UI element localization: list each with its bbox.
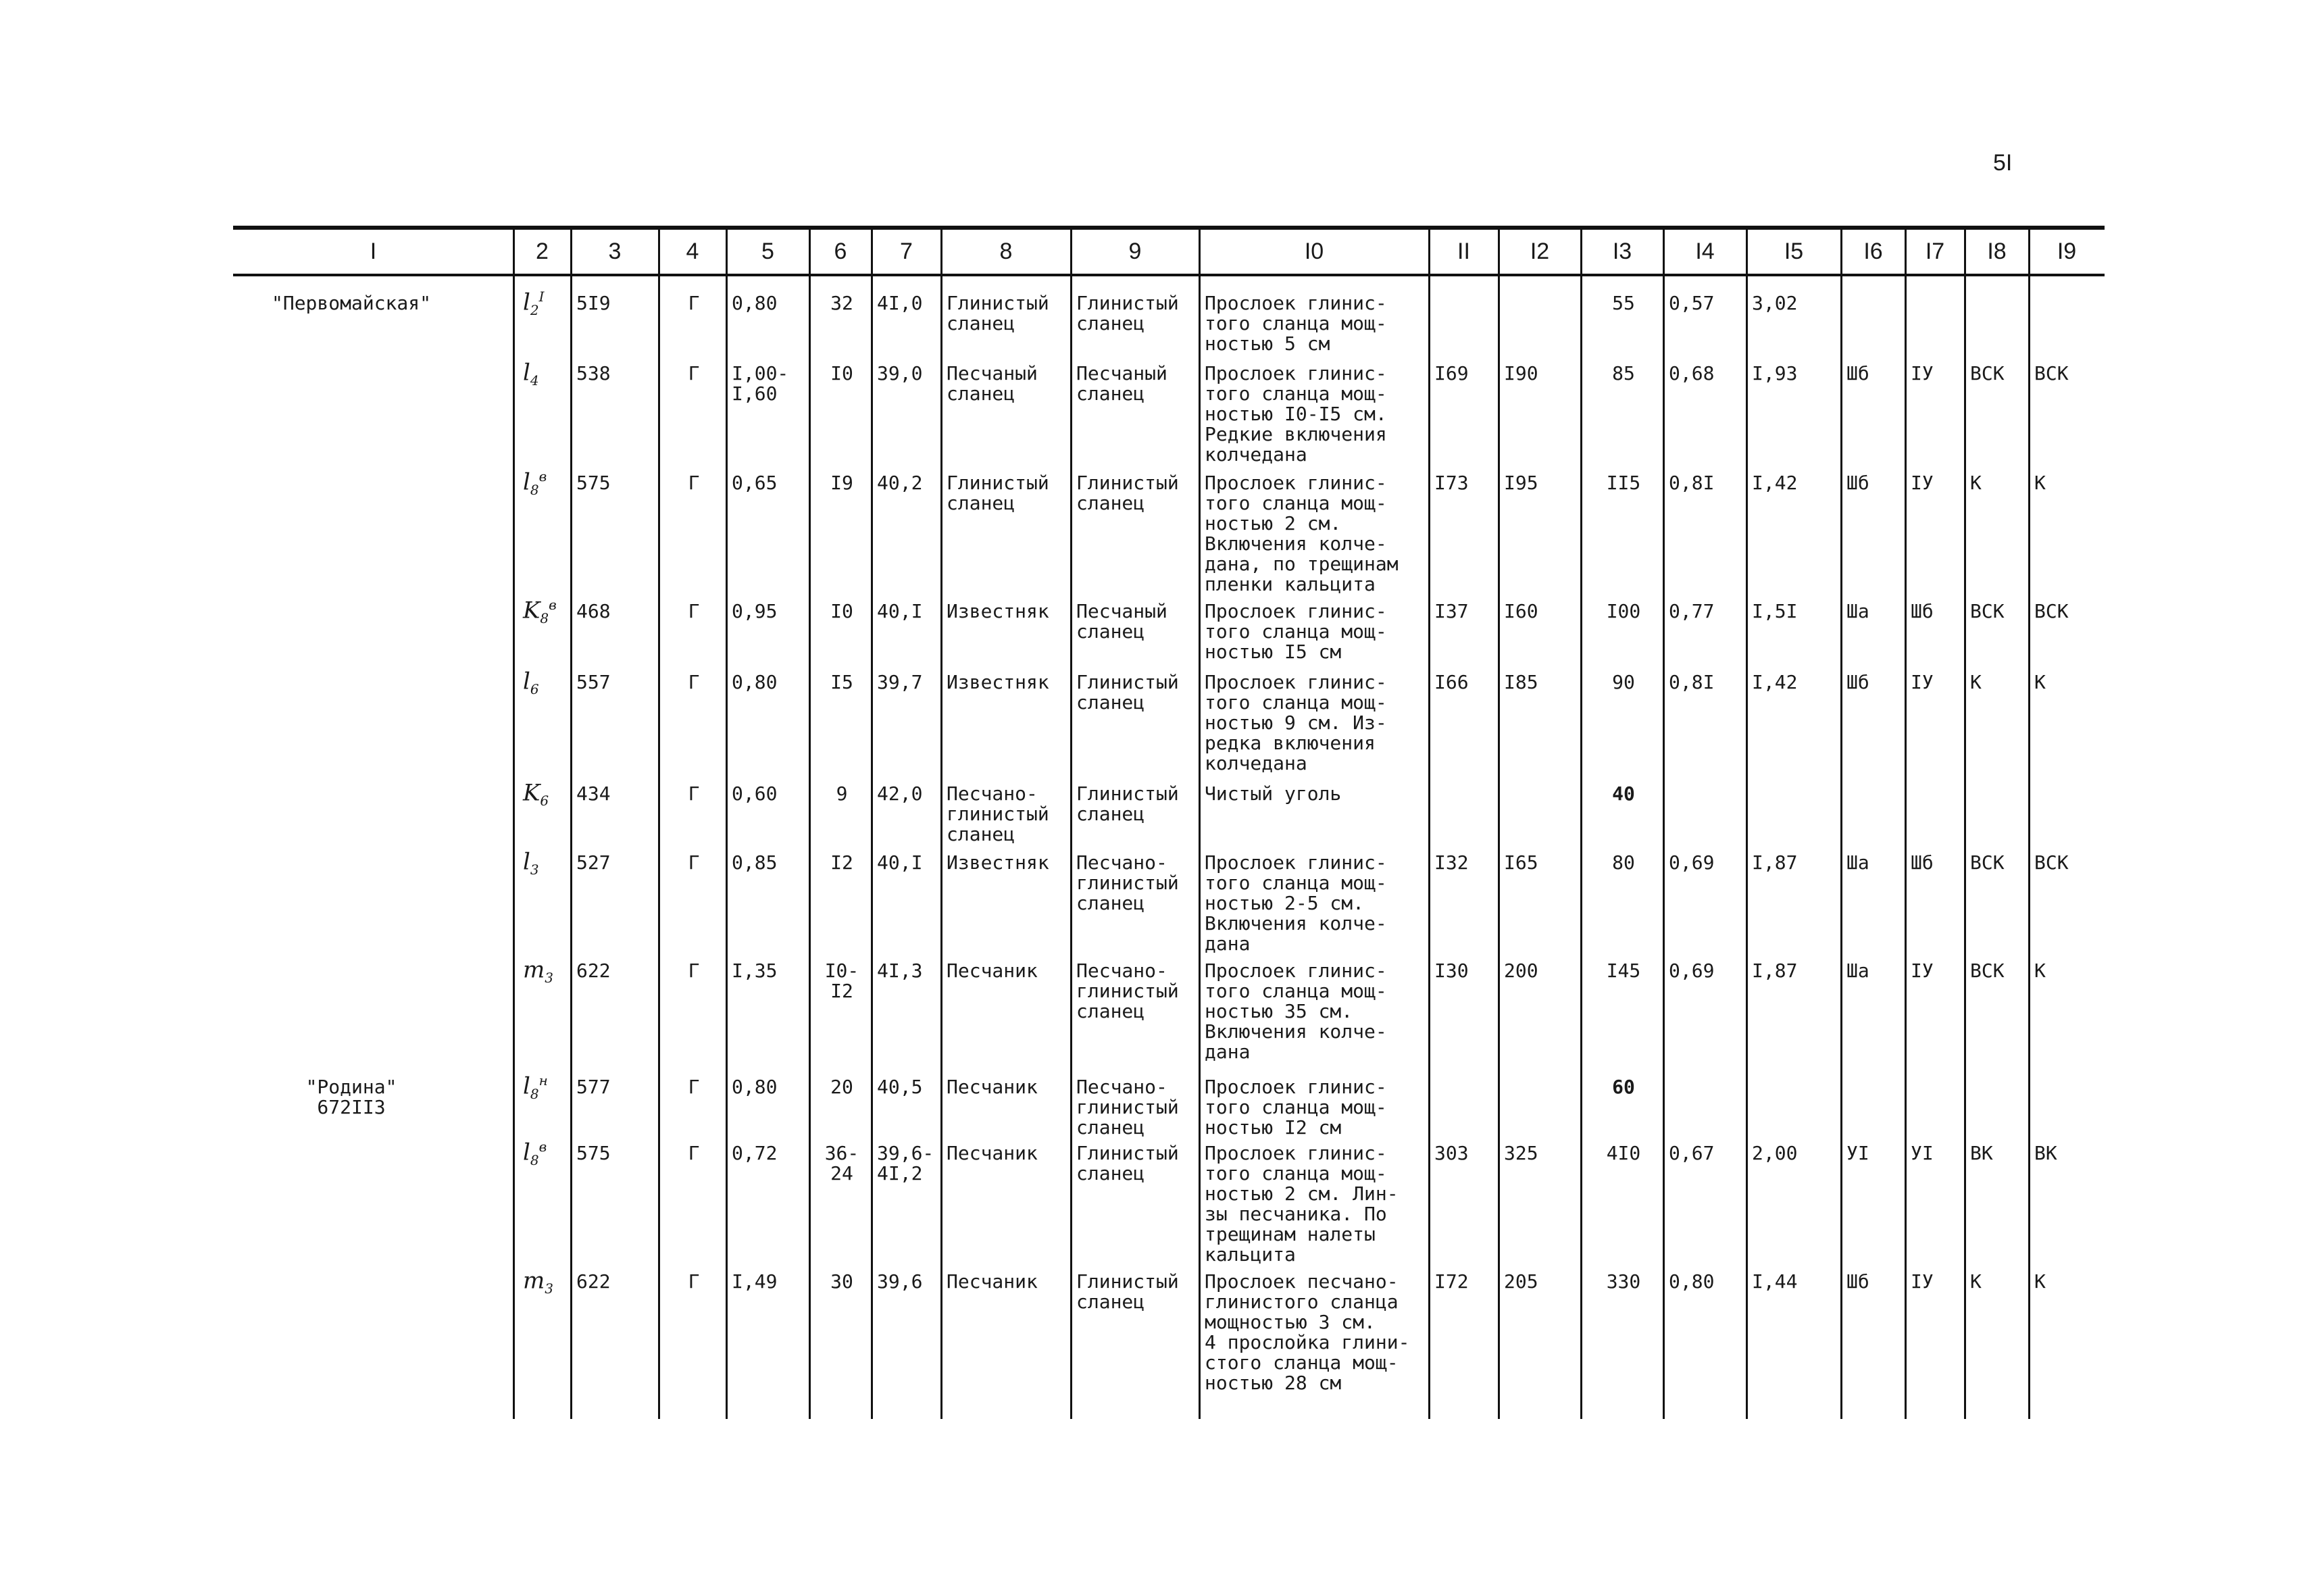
table-cell-col9: Песчано- глинистый сланец	[1076, 959, 1179, 1022]
column-header: 8	[999, 239, 1013, 264]
column-header: I9	[2057, 239, 2077, 264]
seam-letter: K	[523, 779, 540, 807]
table-cell-col10: Чистый уголь	[1205, 782, 1342, 805]
table-cell-col13: 40	[1612, 782, 1635, 805]
column-header: I6	[1863, 239, 1883, 264]
table-cell-col12: I95	[1504, 472, 1538, 494]
seam-subscript: 3	[530, 862, 539, 878]
table-cell-col19: К	[2034, 959, 2046, 982]
column-rule	[658, 226, 660, 1419]
seam-letter: m	[523, 1267, 545, 1295]
table-cell-col19: ВСК	[2034, 851, 2069, 874]
table-cell-col4: Г	[688, 600, 700, 622]
table-cell-col18: ВК	[1970, 1142, 1993, 1164]
column-header: 3	[608, 239, 622, 264]
column-header: I5	[1784, 239, 1804, 264]
table-cell-col13: 330	[1606, 1270, 1641, 1293]
seam-subscript: 6	[540, 793, 549, 809]
table-cell-col7: 39,6- 4I,2	[877, 1142, 934, 1184]
table-cell-col6: 20	[830, 1076, 853, 1098]
table-cell-col17: IУ	[1911, 1270, 1934, 1293]
table-cell-col11: I30	[1434, 959, 1469, 982]
table-cell-col3: 468	[576, 600, 611, 622]
table-cell-col8: Песчаник	[947, 1270, 1038, 1293]
table-cell-col4: Г	[688, 671, 700, 693]
table-cell-col4: Г	[688, 292, 700, 314]
column-rule	[809, 226, 811, 1419]
column-header: I0	[1304, 239, 1324, 264]
table-cell-col12: 200	[1504, 959, 1538, 982]
table-cell-col13: 4I0	[1606, 1142, 1641, 1164]
table-cell-col6: I9	[830, 472, 853, 494]
table-cell-col3: 575	[576, 1142, 611, 1164]
seam-letter: l	[523, 468, 530, 496]
column-rule	[513, 226, 515, 1419]
table-cell-col5: I,00- I,60	[732, 362, 789, 405]
table-cell-col5: 0,85	[732, 851, 778, 874]
seam-index	[523, 1137, 547, 1170]
seam-subscript: 8	[530, 1086, 539, 1103]
seam-superscript: в	[549, 597, 557, 613]
seam-letter: l	[523, 848, 530, 876]
table-cell-col7: 39,0	[877, 362, 923, 384]
mine-name: "Родина" 672II3	[305, 1076, 397, 1118]
table-cell-col6: 32	[830, 292, 853, 314]
column-rule	[1746, 226, 1748, 1419]
table-cell-col14: 0,68	[1669, 362, 1715, 384]
table-cell-col16: Шб	[1846, 671, 1869, 693]
table-cell-col11: I72	[1434, 1270, 1469, 1293]
table-cell-col3: 538	[576, 362, 611, 384]
seam-subscript: 3	[545, 1280, 553, 1297]
table-cell-col18: ВСК	[1970, 362, 2005, 384]
table-cell-col5: 0,60	[732, 782, 778, 805]
column-rule	[1199, 226, 1201, 1419]
seam-subscript: 3	[545, 970, 553, 987]
column-header: 7	[900, 239, 913, 264]
table-cell-col10: Прослоек глинис- того сланца мощ- ностью 2 см. Включения колче- дана, по трещинам пленки кальцита	[1205, 472, 1399, 595]
table-cell-col17: IУ	[1911, 671, 1934, 693]
table-cell-col4: Г	[688, 1076, 700, 1098]
table-cell-col15: I,87	[1752, 851, 1798, 874]
seam-letter: K	[523, 597, 540, 624]
table-cell-col13: II5	[1606, 472, 1641, 494]
seam-index	[523, 466, 547, 500]
seam-letter: l	[523, 1072, 530, 1100]
table-cell-col14: 0,8I	[1669, 671, 1715, 693]
table-cell-col15: 3,02	[1752, 292, 1798, 314]
table-cell-col10: Прослоек глинис- того сланца мощ- ностью 35 см. Включения колче- дана	[1205, 959, 1387, 1063]
table-cell-col18: ВСК	[1970, 959, 2005, 982]
table-cell-col9: Глинистый сланец	[1076, 472, 1179, 514]
column-header: I2	[1530, 239, 1550, 264]
table-cell-col13: I45	[1606, 959, 1641, 982]
table-cell-col16: Ша	[1846, 959, 1869, 982]
table-cell-col19: ВСК	[2034, 362, 2069, 384]
table-cell-col16: Шб	[1846, 472, 1869, 494]
table-cell-col11: I37	[1434, 600, 1469, 622]
table-cell-col18: К	[1970, 1270, 1982, 1293]
table-cell-col19: К	[2034, 1270, 2046, 1293]
table-cell-col14: 0,77	[1669, 600, 1715, 622]
table-cell-col8: Песчаник	[947, 1076, 1038, 1098]
table-cell-col13: 60	[1612, 1076, 1635, 1098]
table-cell-col10: Прослоек глинис- того сланца мощ- ностью 5 см	[1205, 292, 1387, 355]
seam-index	[523, 777, 549, 811]
column-header: 2	[536, 239, 549, 264]
table-cell-col15: I,5I	[1752, 600, 1798, 622]
table-cell-col17: IУ	[1911, 959, 1934, 982]
table-cell-col10: Прослоек песчано- глинистого сланца мощностью 3 см. 4 прослойка глини- стого сланца мощ- ностью 28 см	[1205, 1270, 1410, 1394]
table-cell-col14: 0,69	[1669, 959, 1715, 982]
table-cell-col8: Глинистый сланец	[947, 292, 1049, 334]
column-header: 4	[686, 239, 699, 264]
table-cell-col6: 36- 24	[824, 1142, 859, 1184]
table-cell-col3: 575	[576, 472, 611, 494]
column-rule	[726, 226, 728, 1419]
table-cell-col5: 0,65	[732, 472, 778, 494]
column-header: I8	[1987, 239, 2007, 264]
seam-index	[523, 286, 545, 320]
seam-index	[523, 1265, 553, 1299]
table-cell-col12: I90	[1504, 362, 1538, 384]
table-cell-col5: I,49	[732, 1270, 778, 1293]
table-cell-col10: Прослоек глинис- того сланца мощ- ностью I2 см	[1205, 1076, 1387, 1139]
table-cell-col6: I0- I2	[824, 959, 859, 1002]
table-cell-col12: I65	[1504, 851, 1538, 874]
table-cell-col4: Г	[688, 959, 700, 982]
table-cell-col16: Ша	[1846, 851, 1869, 874]
table-cell-col8: Глинистый сланец	[947, 472, 1049, 514]
table-cell-col14: 0,80	[1669, 1270, 1715, 1293]
seam-subscript: 4	[530, 372, 539, 389]
table-cell-col3: 527	[576, 851, 611, 874]
seam-superscript: н	[538, 1072, 548, 1089]
table-cell-col13: 85	[1612, 362, 1635, 384]
column-header: 6	[834, 239, 847, 264]
table-cell-col15: I,87	[1752, 959, 1798, 982]
table-cell-col4: Г	[688, 472, 700, 494]
table-cell-col6: 9	[836, 782, 848, 805]
table-cell-col8: Песчано- глинистый сланец	[947, 782, 1049, 845]
table-cell-col3: 622	[576, 959, 611, 982]
table-cell-col7: 39,6	[877, 1270, 923, 1293]
seam-superscript: в	[538, 468, 547, 484]
table-cell-col14: 0,8I	[1669, 472, 1715, 494]
column-rule	[940, 226, 942, 1419]
table-cell-col14: 0,57	[1669, 292, 1715, 314]
table-cell-col7: 42,0	[877, 782, 923, 805]
seam-index	[523, 846, 539, 880]
seam-subscript: 8	[530, 482, 539, 499]
table-cell-col19: ВК	[2034, 1142, 2057, 1164]
table-cell-col16: УI	[1846, 1142, 1869, 1164]
table-cell-col8: Песчаник	[947, 959, 1038, 982]
table-cell-col7: 39,7	[877, 671, 923, 693]
table-cell-col15: I,42	[1752, 671, 1798, 693]
table-cell-col10: Прослоек глинис- того сланца мощ- ностью I0-I5 см. Редкие включения колчедана	[1205, 362, 1387, 466]
table-cell-col17: Шб	[1911, 851, 1934, 874]
table-cell-col12: I85	[1504, 671, 1538, 693]
table-cell-col9: Песчано- глинистый сланец	[1076, 1076, 1179, 1139]
table-cell-col17: Шб	[1911, 600, 1934, 622]
seam-index	[523, 357, 539, 391]
table-cell-col5: 0,95	[732, 600, 778, 622]
seam-superscript: I	[538, 289, 545, 305]
table-cell-col17: IУ	[1911, 362, 1934, 384]
table-cell-col7: 40,5	[877, 1076, 923, 1098]
column-rule	[1905, 226, 1907, 1419]
table-cell-col19: ВСК	[2034, 600, 2069, 622]
column-rule	[1580, 226, 1582, 1419]
table-cell-col9: Глинистый сланец	[1076, 1142, 1179, 1184]
table-cell-col7: 40,I	[877, 851, 923, 874]
table-cell-col11: I66	[1434, 671, 1469, 693]
table-cell-col12: 205	[1504, 1270, 1538, 1293]
table-cell-col18: К	[1970, 671, 1982, 693]
table-cell-col8: Известняк	[947, 671, 1049, 693]
table-cell-col14: 0,67	[1669, 1142, 1715, 1164]
table-cell-col10: Прослоек глинис- того сланца мощ- ностью I5 см	[1205, 600, 1387, 663]
column-header: I7	[1925, 239, 1945, 264]
table-cell-col9: Глинистый сланец	[1076, 1270, 1179, 1313]
table-cell-col11: I69	[1434, 362, 1469, 384]
table-cell-col5: 0,72	[732, 1142, 778, 1164]
table-cell-col8: Известняк	[947, 851, 1049, 874]
column-rule	[1498, 226, 1500, 1419]
table-cell-col11: 303	[1434, 1142, 1469, 1164]
seam-letter: l	[523, 668, 530, 695]
seam-letter: l	[523, 1139, 530, 1166]
column-rule	[1070, 226, 1072, 1419]
seam-superscript: в	[538, 1139, 547, 1155]
table-cell-col8: Известняк	[947, 600, 1049, 622]
column-rule	[1964, 226, 1966, 1419]
table-cell-col11: I32	[1434, 851, 1469, 874]
seam-letter: l	[523, 289, 530, 316]
column-rule	[1840, 226, 1842, 1419]
column-rule	[1663, 226, 1665, 1419]
table-cell-col9: Глинистый сланец	[1076, 782, 1179, 825]
table-cell-col5: 0,80	[732, 671, 778, 693]
table-cell-col9: Песчано- глинистый сланец	[1076, 851, 1179, 914]
table-cell-col16: Шб	[1846, 362, 1869, 384]
table-cell-col17: УI	[1911, 1142, 1934, 1164]
table-cell-col4: Г	[688, 782, 700, 805]
column-header: 5	[761, 239, 774, 264]
table-cell-col5: 0,80	[732, 292, 778, 314]
table-cell-col13: I00	[1606, 600, 1641, 622]
table-cell-col8: Песчаный сланец	[947, 362, 1038, 405]
column-header: I3	[1612, 239, 1632, 264]
seam-index	[523, 595, 557, 628]
table-cell-col17: IУ	[1911, 472, 1934, 494]
table-cell-col5: 0,80	[732, 1076, 778, 1098]
seam-index	[523, 954, 553, 988]
seam-subscript: 8	[530, 1152, 539, 1169]
table-cell-col14: 0,69	[1669, 851, 1715, 874]
column-rule	[871, 226, 873, 1419]
seam-letter: l	[523, 359, 530, 386]
table-cell-col5: I,35	[732, 959, 778, 982]
table-cell-col4: Г	[688, 362, 700, 384]
table-cell-col12: 325	[1504, 1142, 1538, 1164]
column-rule	[2028, 226, 2030, 1419]
table-cell-col13: 80	[1612, 851, 1635, 874]
mine-name: "Первомайская"	[271, 292, 431, 314]
table-cell-col9: Глинистый сланец	[1076, 671, 1179, 714]
table-cell-col15: 2,00	[1752, 1142, 1798, 1164]
table-cell-col6: 30	[830, 1270, 853, 1293]
seam-subscript: 8	[540, 610, 549, 627]
table-cell-col6: I0	[830, 600, 853, 622]
table-cell-col3: 622	[576, 1270, 611, 1293]
table-cell-col15: I,44	[1752, 1270, 1798, 1293]
table-cell-col18: ВСК	[1970, 851, 2005, 874]
column-header: II	[1457, 239, 1470, 264]
column-header: 9	[1128, 239, 1142, 264]
table-cell-col7: 40,2	[877, 472, 923, 494]
table-cell-col3: 5I9	[576, 292, 611, 314]
table-cell-col11: I73	[1434, 472, 1469, 494]
seam-letter: m	[523, 956, 545, 984]
table-cell-col8: Песчаник	[947, 1142, 1038, 1164]
table-cell-col4: Г	[688, 1142, 700, 1164]
table-cell-col19: К	[2034, 472, 2046, 494]
seam-index	[523, 1070, 548, 1104]
table-cell-col9: Глинистый сланец	[1076, 292, 1179, 334]
table-cell-col12: I60	[1504, 600, 1538, 622]
column-header: I	[370, 239, 377, 264]
table-cell-col4: Г	[688, 1270, 700, 1293]
seam-subscript: 6	[530, 681, 539, 698]
seam-index	[523, 666, 539, 699]
table-cell-col10: Прослоек глинис- того сланца мощ- ностью 2 см. Лин- зы песчаника. По трещинам налеты кальцита	[1205, 1142, 1399, 1266]
column-rule	[570, 226, 572, 1419]
table-cell-col7: 4I,0	[877, 292, 923, 314]
table-cell-col15: I,93	[1752, 362, 1798, 384]
table-cell-col7: 4I,3	[877, 959, 923, 982]
seam-subscript: 2	[530, 302, 539, 319]
table-cell-col6: I2	[830, 851, 853, 874]
table-cell-col18: ВСК	[1970, 600, 2005, 622]
table-cell-col6: I0	[830, 362, 853, 384]
table-cell-col10: Прослоек глинис- того сланца мощ- ностью 2-5 см. Включения колче- дана	[1205, 851, 1387, 955]
table-cell-col16: Шб	[1846, 1270, 1869, 1293]
table-cell-col3: 557	[576, 671, 611, 693]
table-cell-col13: 55	[1612, 292, 1635, 314]
table-cell-col9: Песчаный сланец	[1076, 362, 1167, 405]
column-rule	[1428, 226, 1430, 1419]
page-number: 5I	[1993, 150, 2013, 176]
table-cell-col3: 577	[576, 1076, 611, 1098]
table-cell-col9: Песчаный сланец	[1076, 600, 1167, 643]
table-cell-col18: К	[1970, 472, 1982, 494]
table-cell-col13: 90	[1612, 671, 1635, 693]
table-cell-col3: 434	[576, 782, 611, 805]
table-cell-col16: Ша	[1846, 600, 1869, 622]
table-cell-col15: I,42	[1752, 472, 1798, 494]
table-cell-col19: К	[2034, 671, 2046, 693]
table-cell-col7: 40,I	[877, 600, 923, 622]
table-cell-col10: Прослоек глинис- того сланца мощ- ностью 9 см. Из- редка включения колчедана	[1205, 671, 1387, 774]
table-cell-col6: I5	[830, 671, 853, 693]
column-header: I4	[1695, 239, 1715, 264]
table-cell-col4: Г	[688, 851, 700, 874]
